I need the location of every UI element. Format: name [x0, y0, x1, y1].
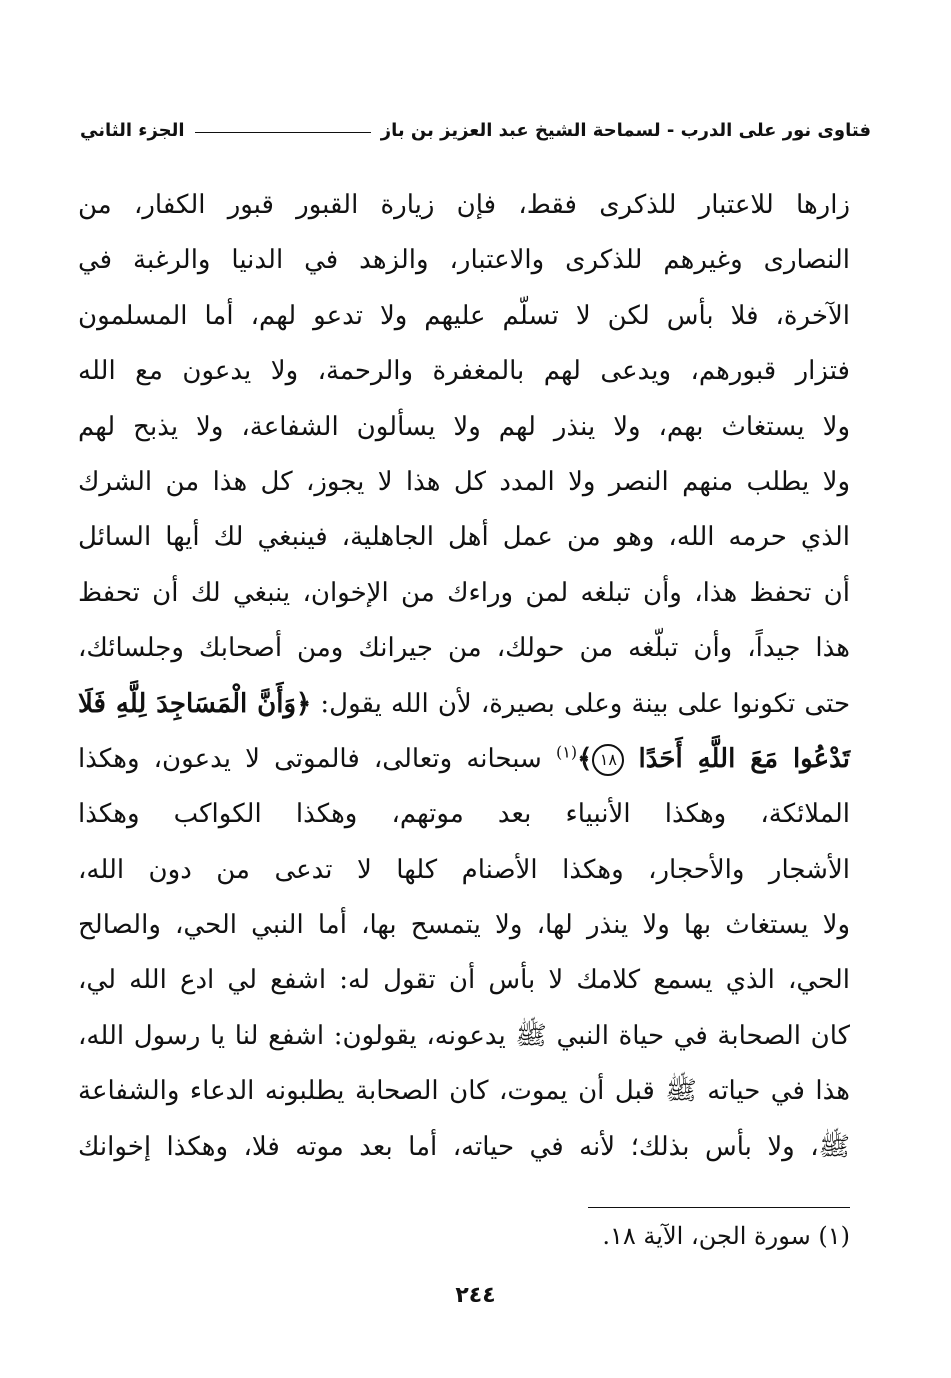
- verse-close-bracket: ﴾: [577, 743, 593, 774]
- text-line: ولا يستغاث بها ولا ينذر لها، ولا يتمسح بها، أما النبي الحي، والصالح: [78, 910, 850, 941]
- page-number: ٢٤٤: [455, 1283, 496, 1308]
- quran-verse: ﴿وَأَنَّ الْمَسَاجِدَ لِلَّهِ فَلَا: [78, 688, 312, 719]
- text-line: ولا يستغاث بهم، ولا ينذر لهم ولا يسألون الشفاعة، ولا يذبح لهم: [78, 411, 850, 442]
- text-line: ولا يطلب منهم النصر ولا المدد كل هذا لا يجوز، كل هذا من الشرك: [78, 466, 850, 497]
- text-line: كان الصحابة في حياة النبي ﷺ يدعونه، يقولون: اشفع لنا يا رسول الله،: [78, 1020, 850, 1051]
- text-line: الملائكة، وهكذا الأنبياء بعد موتهم، وهكذا الكواكب وهكذا: [78, 799, 850, 830]
- header-rule: [195, 132, 371, 133]
- running-header: [80, 110, 871, 150]
- text-line: الآخرة، فلا بأس لكن لا تسلّم عليهم ولا تدعو لهم، أما المسلمون: [78, 300, 850, 331]
- footnote: (١) سورة الجن، الآية ١٨.: [602, 1222, 850, 1250]
- text-line: هذا جيداً، وأن تبلّغه من حولك، من جيرانك ومن أصحابك وجلسائك،: [78, 633, 850, 664]
- book-title: فتاوى نور على الدرب - لسماحة الشيخ عبد العزيز بن باز: [380, 119, 871, 141]
- text-line: أن تحفظ هذا، وأن تبلغه لمن وراءك من الإخوان، ينبغي لك أن تحفظ: [78, 577, 850, 608]
- text-line-with-verse: [78, 677, 850, 732]
- text-line: الأشجار والأحجار، وهكذا الأصنام كلها لا تدعى من دون الله،: [78, 854, 850, 885]
- text-line: ﷺ، ولا بأس بذلك؛ لأنه في حياته، أما بعد موته فلا، وهكذا إخوانك: [78, 1131, 850, 1162]
- line-text: سبحانه وتعالى، فالموتى لا يدعون، وهكذا: [78, 743, 542, 774]
- text-line: هذا في حياته ﷺ قبل أن يموت، كان الصحابة يطلبونه الدعاء والشفاعة: [78, 1076, 850, 1107]
- verse-number-medallion: ١٨: [592, 744, 624, 776]
- text-line: النصارى وغيرهم للذكرى والاعتبار، والزهد في الدنيا والرغبة في: [78, 245, 850, 276]
- footnote-separator: [588, 1207, 850, 1208]
- text-line: الحي، الذي يسمع كلامك لا بأس أن تقول له: اشفع لي ادع الله لي،: [78, 965, 850, 996]
- text-line: الذي حرمه الله، وهو من عمل أهل الجاهلية، فينبغي لك أيها السائل: [78, 522, 850, 553]
- volume-label: الجزء الثاني: [80, 119, 185, 141]
- body-text: [78, 178, 850, 1175]
- line-text: حتى تكونوا على بينة وعلى بصيرة، لأن الله يقول:: [320, 688, 851, 719]
- quran-verse-continued: تَدْعُوا مَعَ اللَّهِ أَحَدًا: [638, 743, 851, 774]
- footnote-reference[interactable]: (١): [556, 742, 578, 762]
- text-line: زارها للاعتبار للذكرى فقط، فإن زيارة القبور قبور الكفار، من: [78, 190, 850, 220]
- text-line: فتزار قبورهم، ويدعى لهم بالمغفرة والرحمة، ولا يدعون مع الله: [78, 356, 850, 387]
- text-line-with-verse-end: [78, 732, 850, 787]
